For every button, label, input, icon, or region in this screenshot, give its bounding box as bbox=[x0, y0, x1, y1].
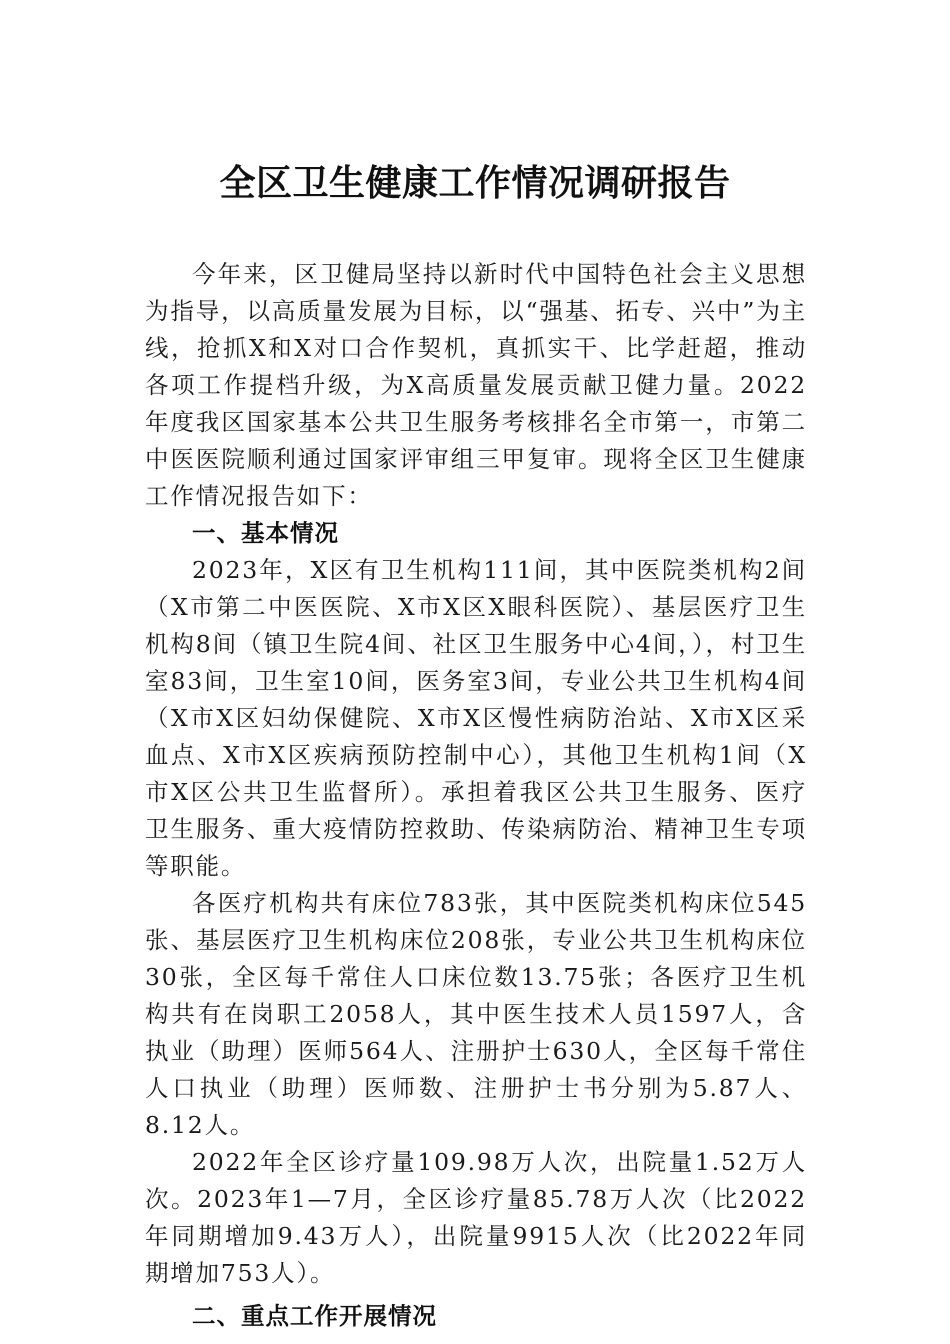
document-body bbox=[145, 256, 807, 1335]
section-heading-basic-situation: 一、基本情况 bbox=[192, 519, 339, 547]
intro-paragraph: 今年来，区卫健局坚持以新时代中国特色社会主义思想为指导，以高质量发展为目标，以“强基、拓专、兴中”为主线，抢抓X和X对口合作契机，真抓实干、比学赶超，推动各项工作提档升级，为X高质量发展贡献卫健力量。2022年度我区国家基本公共卫生服务考核排名全市第一，市第二中医医院顺利通过国家评审组三甲复审。现将全区卫生健康工作情况报告如下： bbox=[145, 260, 807, 510]
paragraph-visits: 2022年全区诊疗量109.98万人次，出院量1.52万人次。2023年1—7月，全区诊疗量85.78万人次（比2022年同期增加9.43万人），出院量9915人次（比2022年同期增加753人）。 bbox=[145, 1148, 807, 1287]
section-heading-key-work: 二、重点工作开展情况 bbox=[192, 1302, 437, 1330]
paragraph-institutions: 2023年，X区有卫生机构111间，其中医院类机构2间（X市第二中医医院、X市X区X眼科医院）、基层医疗卫生机构8间（镇卫生院4间、社区卫生服务中心4间，），村卫生室83间，卫生室10间，医务室3间，专业公共卫生机构4间（X市X区妇幼保健院、X市X区慢性病防治站、X市X区采血点、X市X区疾病预防控制中心），其他卫生机构1间（X市X区公共卫生监督所）。承担着我区公共卫生服务、医疗卫生服务、重大疫情防控救助、传染病防治、精神卫生专项等职能。 bbox=[145, 556, 807, 880]
document-title: 全区卫生健康工作情况调研报告 bbox=[219, 162, 731, 204]
paragraph-beds-staff: 各医疗机构共有床位783张，其中医院类机构床位545张、基层医疗卫生机构床位208张，专业公共卫生机构床位30张，全区每千常住人口床位数13.75张；各医疗卫生机构共有在岗职工2058人，其中医生技术人员1597人，含执业（助理）医师564人、注册护士630人，全区每千常住人口执业（助理）医师数、注册护士书分别为5.87人、8.12人。 bbox=[145, 889, 807, 1139]
